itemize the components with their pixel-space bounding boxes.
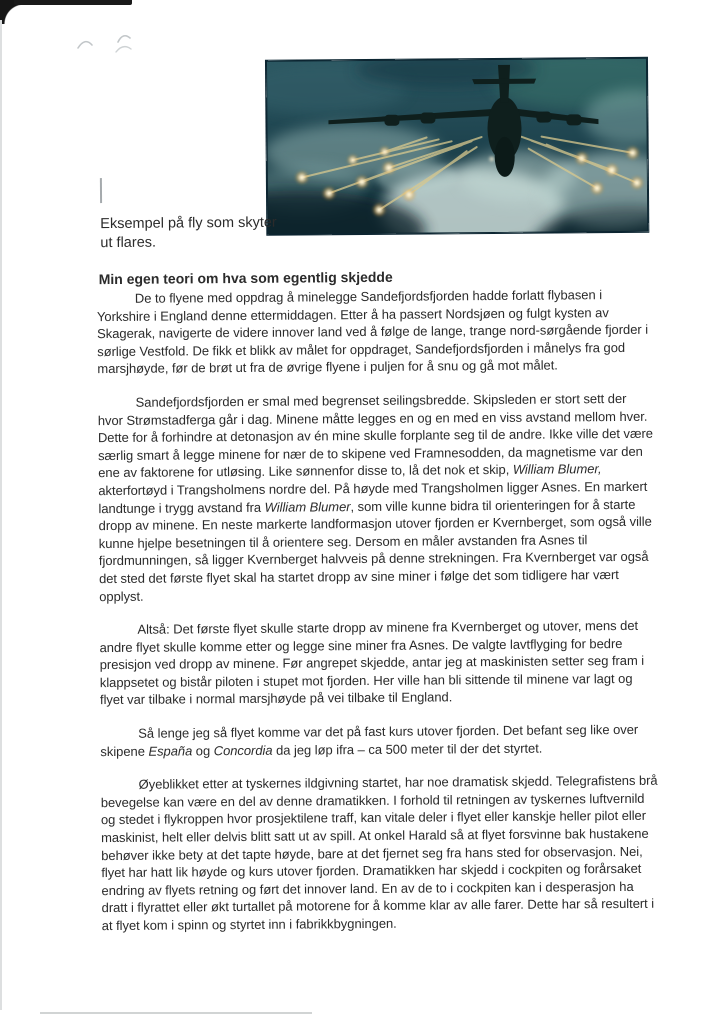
aircraft-flares-photo	[266, 58, 648, 235]
paragraph-1: De to flyene med oppdrag å minelegge Sandefjordsfjorden hadde forlatt flybasen i Yorkshire i England denne ettermiddagen. Etter å ha passert Nordsjøen og fulgt kysten av Skagerak, navigerte de videre innover land ved å følge de lange, trange nord-sørgående fjorder i sørlige Vestfold. De fikk et blikk av målet for oppdraget, Sandefjordsfjorden i månelys fra god marsjhøyde, før de brøt ut fra de øvrige flyene i puljen for å snu og gå mot målet.	[96, 287, 649, 377]
paragraph-5: Øyeblikket etter at tyskernes ildgivning startet, har noe dramatisk skjedd. Telegrafistens brå bevegelse kan være en del av denne dramatikken. I forhold til retningen av tyskernes luftvernild og stedet i flykroppen hvor prosjektilene traff, kan vitale deler i flyet eller kanskje heller pilot eller maskinist, helt eller delvis blitt satt ut av spill. At onkel Harald så at flyet forsvinne bak hustakene behøver ikke bety at det tapte høyde, bare at det fjernet seg fra hans sted for observasjon. Nei, flyet har hatt lik høyde og kurs utover fjorden. Dramatikken har skjedd i cockpiten og forårsaket endring av flyets retning og ført det innover land. En av de to i cockpiten kan i desperasjon ha dratt i flyrattet eller økt turtallet på motorene for å komme klar av alle farer. Dette har så resultert i at flyet kom i spinn og styrtet inn i fabrikkbygningen.	[100, 772, 658, 934]
paragraph-2: Sandefjordsfjorden er smal med begrenset seilingsbredde. Skipsleden er stort sett der hvor Strømstadferga går i dag. Minene måtte legges en og en med en viss avstand mellom hver. Dette for å forhindre at detonasjon av én mine skulle forplante seg til de andre. Ikke ville det være særlig smart å legge minene for nær de to skipene ved Framnesodden, da magnetisme var den ene av faktorene for utløsing. Like sønnenfor disse to, lå det nok et skip, William Blumer, akterfortøyd i Trangsholmens nordre del. På høyde med Trangsholmen ligger Asnes. En markert landtunge i trygg avstand fra William Blumer, som ville kunne bidra til orienteringen for å starte dropp av minene. En neste markerte landformasjon utover fjorden er Kvernberget, som også ville kunne hjelpe besetningen til å orientere seg. Dersom en måler avstanden fra Asnes til fjordmunningen, så ligger Kvernberget halvveis på denne strekningen. Fra Kvernberget var også det sted det første flyet skal ha startet dropp av sine miner i følge det som tidligere har vært opplyst.	[97, 390, 653, 604]
paragraph-4: Så lenge jeg så flyet komme var det på fast kurs utover fjorden. Det befant seg like over skipene España og Concordia da jeg løp ifra – ca 500 meter til der det styrtet.	[100, 721, 639, 759]
section-heading: Min egen teori om hva som egentlig skjedde	[98, 268, 393, 288]
photo-caption: Eksempel på fly som skyter ut flares.	[100, 214, 277, 252]
stray-pen-mark	[100, 178, 102, 203]
paragraph-3: Altså: Det første flyet skulle starte dropp av minene fra Kvernberget og utover, mens det andre flyet skulle komme etter og legge sine miner fra Asnes. De valgte lavtflyging for bedre presisjon ved dropp av minene. Før angrepet skjedde, antar jeg at maskinisten setter seg fram i klappsetet og bistår piloten i stupet mot fjorden. Her ville han bli sittende til minene var lagt og flyet var tilbake i normal marsjhøyde på vei tilbake til England.	[99, 617, 645, 708]
body-text	[97, 286, 659, 951]
